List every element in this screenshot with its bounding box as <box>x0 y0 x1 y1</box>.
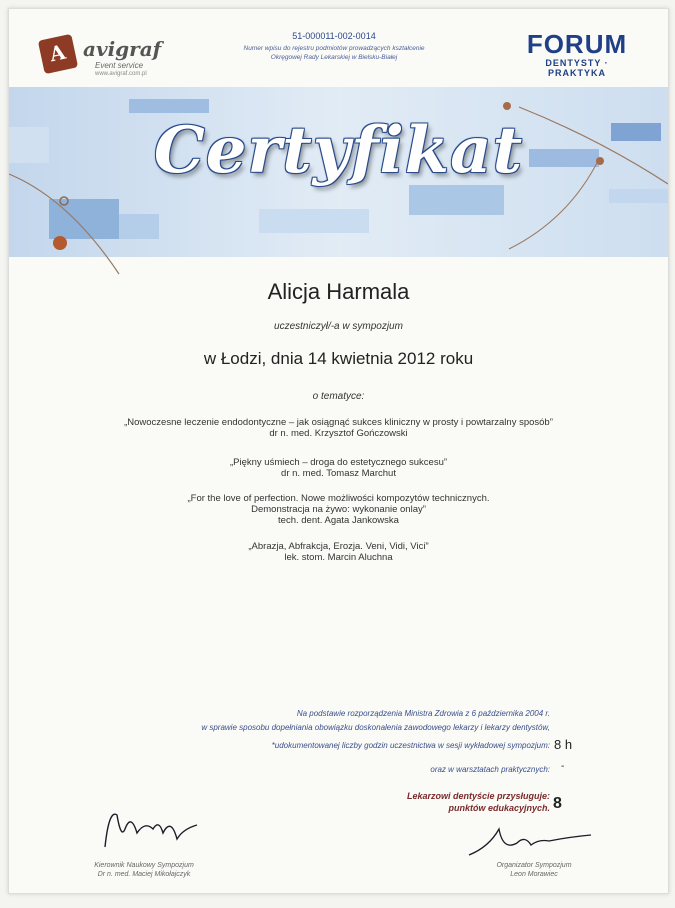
points-label-2: punktów edukacyjnych. <box>448 803 550 813</box>
avigraf-logo-icon: A <box>38 34 78 74</box>
legal-line-3: *udokumentowanej liczby godzin uczestnictwa w sesji wykładowej sympozjum: <box>271 741 550 750</box>
topics-heading: o tematyce: <box>312 391 365 402</box>
left-signature <box>97 799 207 859</box>
right-signatory-title: Organizator Sympozjum <box>496 862 572 869</box>
topic-1 <box>9 417 668 439</box>
topic-title: „Piękny uśmiech – droga do estetycznego sukcesu” <box>229 457 448 468</box>
left-signatory-name: Dr n. med. Maciej Mikołajczyk <box>97 871 191 878</box>
practical-hours: - <box>561 761 565 772</box>
topic-speaker: lek. stom. Marcin Aluchna <box>284 552 393 563</box>
legal-line-2: w sprawie sposobu dopełniania obowiązku doskonalenia zawodowego lekarzy i lekarzy dentystów, <box>201 723 550 732</box>
avigraf-logo <box>37 33 197 81</box>
topic-4 <box>9 541 668 563</box>
avigraf-logo-name: avigraf <box>83 37 162 61</box>
topic-title-cont: Demonstracja na żywo: wykonanie onlay” <box>251 504 426 515</box>
certificate-page <box>8 8 669 894</box>
registry-info <box>209 31 459 62</box>
right-signatory <box>459 861 609 879</box>
topic-3 <box>9 493 668 526</box>
points-label-1: Lekarzowi dentyście przysługuje: <box>406 791 550 801</box>
topic-title: „Abrazja, Abfrakcja, Erozja. Veni, Vidi, Vici” <box>248 541 429 552</box>
right-signature <box>459 821 599 866</box>
participation-text: uczestniczył/-a w sympozjum <box>274 321 403 332</box>
topic-speaker: dr n. med. Tomasz Marchut <box>281 468 396 479</box>
topic-speaker: dr n. med. Krzysztof Gończowski <box>269 428 408 439</box>
right-signatory-name: Leon Morawiec <box>510 871 558 878</box>
forum-logo-name: FORUM <box>526 29 628 59</box>
topic-title: „For the love of perfection. Nowe możliwości kompozytów technicznych. <box>187 493 490 504</box>
topic-2 <box>9 457 668 479</box>
registry-text-2: Okręgowej Rady Lekarskiej w Bielsku-Białej <box>270 54 398 61</box>
registry-text-1: Numer wpisu do rejestru podmiotów prowadzących kształcenie <box>243 45 425 52</box>
legal-line-1: Na podstawie rozporządzenia Ministra Zdrowia z 6 października 2004 r. <box>296 709 550 718</box>
avigraf-logo-subtitle: Event service <box>95 61 144 70</box>
legal-line-4: oraz w warsztatach praktycznych: <box>430 765 550 774</box>
education-points: 8 <box>553 795 562 812</box>
lecture-hours: 8 h <box>554 737 573 752</box>
certificate-title: Certyfikat <box>153 113 524 188</box>
participant-name: Alicja Harmala <box>267 279 410 304</box>
place-and-date: w Łodzi, dnia 14 kwietnia 2012 roku <box>203 349 474 368</box>
registry-number: 51-000011-002-0014 <box>292 31 376 41</box>
forum-logo <box>517 29 637 78</box>
left-signatory <box>69 861 219 879</box>
topic-speaker: tech. dent. Agata Jankowska <box>278 515 399 526</box>
left-signatory-title: Kierownik Naukowy Sympozjum <box>94 862 194 869</box>
avigraf-logo-url: www.avigraf.com.pl <box>95 71 147 77</box>
forum-logo-subtitle: DENTYSTY · PRAKTYKA <box>545 58 609 78</box>
topic-title: „Nowoczesne leczenie endodontyczne – jak osiągnąć sukces kliniczny w prosty i powtarzalny sposób” <box>124 417 553 428</box>
